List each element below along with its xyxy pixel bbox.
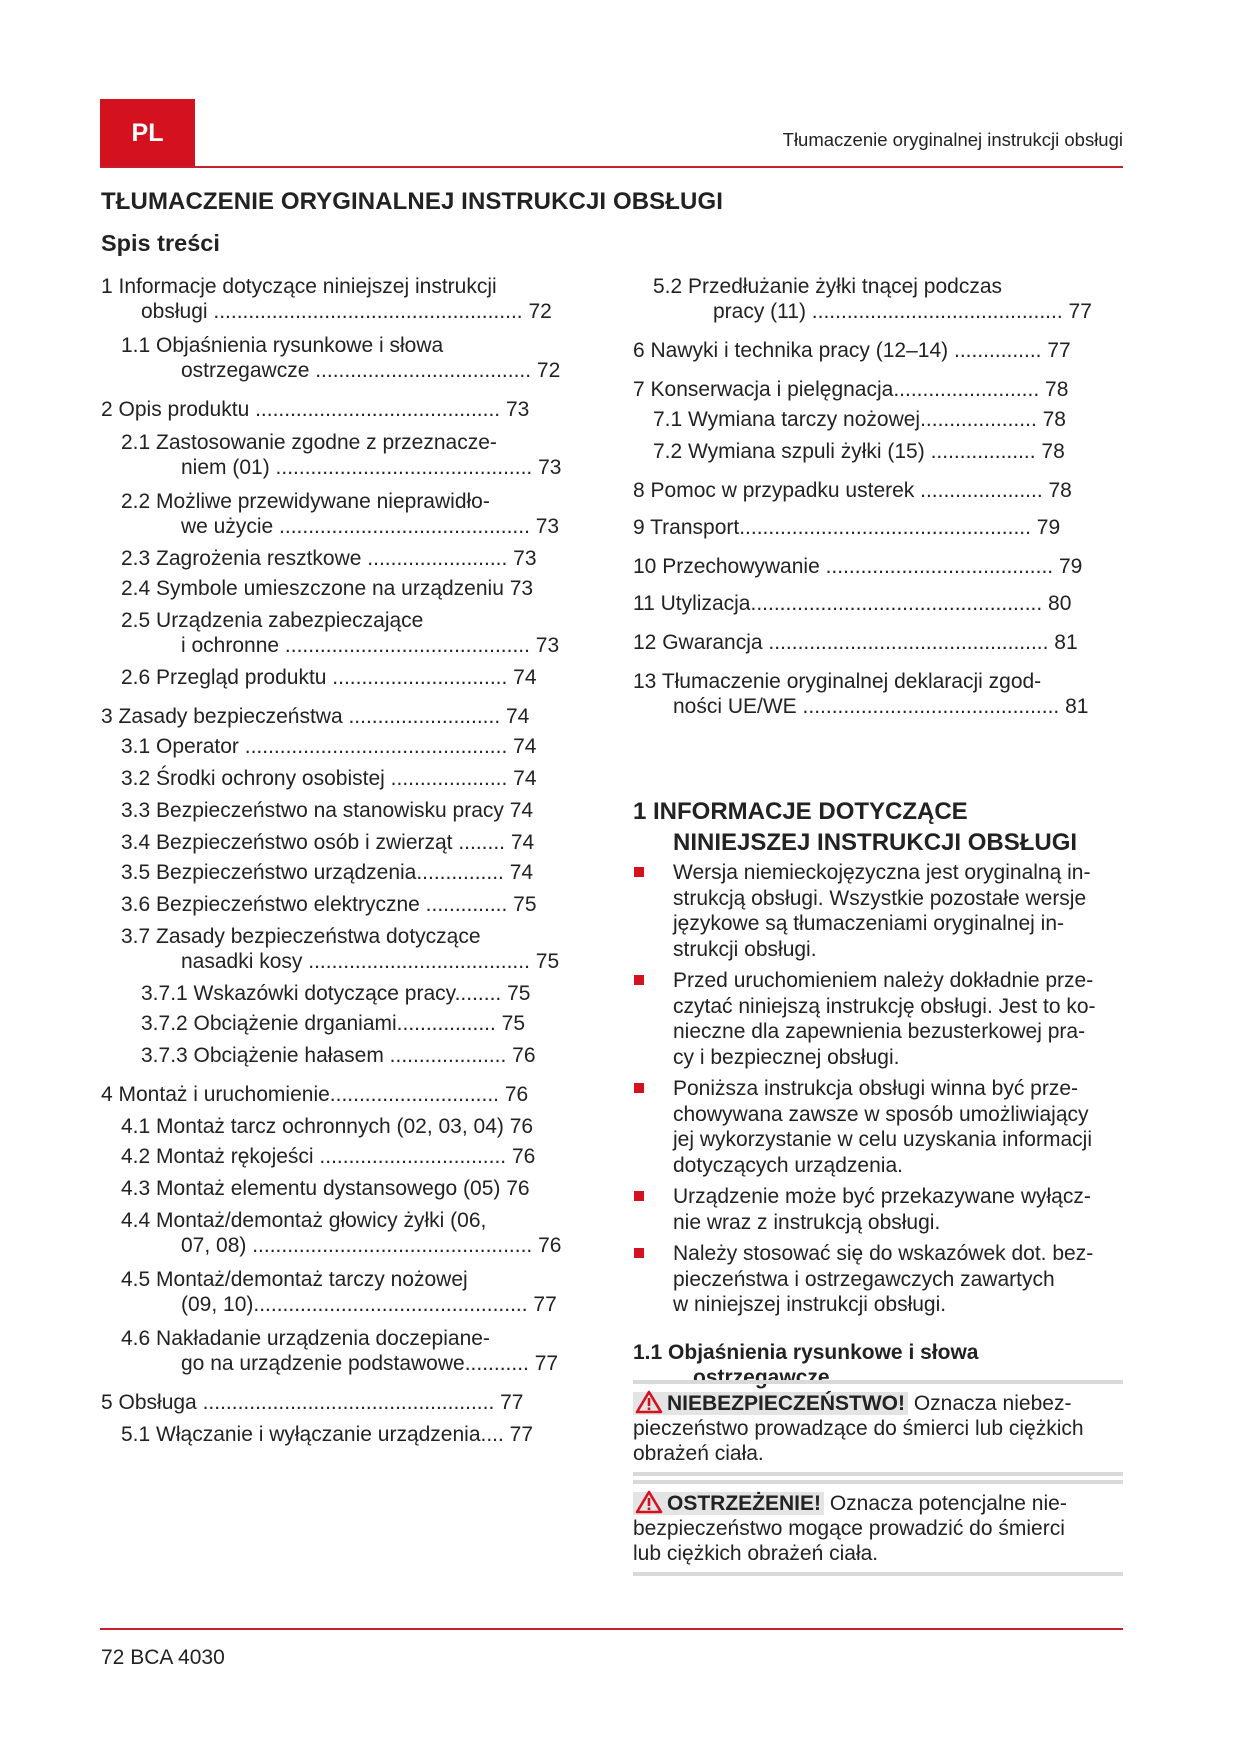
toc-entry-text: 3.6 Bezpieczeństwo elektryczne .............. 75 <box>121 893 537 916</box>
toc-entry[interactable] <box>101 489 587 539</box>
toc-entry[interactable] <box>101 1176 587 1201</box>
bullet-text-line: strukcją obsługi. Wszystkie pozostałe wersje <box>673 886 1087 910</box>
warning-triangle-icon <box>635 1390 663 1414</box>
toc-entry-text: 10 Przechowywanie ....................................... 79 <box>633 555 1083 578</box>
bullet-text-line: Poniższa instrukcja obsługi winna być prze- <box>673 1077 1079 1100</box>
toc-entry[interactable] <box>101 397 587 422</box>
bullet-text-line: strukcji obsługi. <box>673 937 817 961</box>
toc-entry[interactable] <box>101 1267 587 1317</box>
toc-entry-text: 3.7 Zasady bezpieczeństwa dotyczące <box>121 925 481 948</box>
toc-entry-text: 3.7.3 Obciążenie hałasem .................... 76 <box>141 1044 536 1067</box>
bullet-text-line: dotyczących urządzenia. <box>673 1153 903 1177</box>
bullet-item <box>633 1184 1125 1235</box>
toc-entry-text: 12 Gwarancja ................................................ 81 <box>633 631 1078 654</box>
toc-entry[interactable] <box>633 407 1123 432</box>
toc-entry-text: 4.5 Montaż/demontaż tarczy nożowej <box>121 1268 468 1291</box>
toc-entry[interactable] <box>101 430 587 480</box>
toc-entry-continuation: pracy (11) ........................................... 77 <box>713 300 1092 323</box>
toc-entry-text: 2.6 Przegląd produktu .............................. 74 <box>121 666 537 689</box>
toc-entry[interactable] <box>101 576 587 601</box>
warning-text-line1: Oznacza potencjalne nie- <box>824 1492 1067 1515</box>
bullet-text-line: cy i bezpiecznej obsługi. <box>673 1045 900 1069</box>
toc-entry-text: 3.4 Bezpieczeństwo osób i zwierząt ........ 74 <box>121 831 535 854</box>
toc-entry[interactable] <box>101 608 587 658</box>
toc-entry-text: 3.2 Środki ochrony osobistej .................... 74 <box>121 767 537 790</box>
toc-entry-text: 3 Zasady bezpieczeństwa .......................... 74 <box>101 705 530 728</box>
toc-entry-text: 13 Tłumaczenie oryginalnej deklaracji zgod- <box>633 670 1042 693</box>
toc-entry-text: 2.2 Możliwe przewidywane nieprawidło- <box>121 490 490 513</box>
toc-entry[interactable] <box>101 924 587 974</box>
toc-entry[interactable] <box>633 630 1123 655</box>
section-1-1-heading-line2: ostrzegawcze <box>693 1366 830 1389</box>
section-1-heading-line2: NINIEJSZEJ INSTRUKCJI OBSŁUGI <box>673 829 1078 856</box>
toc-entry-text: 3.3 Bezpieczeństwo na stanowisku pracy 74 <box>121 799 534 822</box>
toc-entry[interactable] <box>101 1422 587 1447</box>
bullet-item <box>633 968 1125 1070</box>
running-header: Tłumaczenie oryginalnej instrukcji obsługi <box>782 129 1123 150</box>
toc-entry[interactable] <box>101 1082 587 1107</box>
bullet-text-line: Wersja niemieckojęzyczna jest oryginalną in- <box>673 861 1091 884</box>
toc-entry[interactable] <box>101 704 587 729</box>
bullet-text-line: Należy stosować się do wskazówek dot. bez- <box>673 1242 1094 1265</box>
document-title: TŁUMACZENIE ORYGINALNEJ INSTRUKCJI OBSŁUGI <box>101 188 724 215</box>
toc-entry[interactable] <box>633 669 1123 719</box>
bullet-text-line: nie wraz z instrukcją obsługi. <box>673 1210 941 1234</box>
toc-entry[interactable] <box>101 1326 587 1376</box>
warning-box <box>633 1480 1123 1576</box>
toc-entry-text: 11 Utylizacja.................................................. 80 <box>633 592 1072 615</box>
bullet-square-icon <box>634 1191 644 1201</box>
toc-entry-text: 2.5 Urządzenia zabezpieczające <box>121 609 424 632</box>
section-1-1-heading-line1: 1.1 Objaśnienia rysunkowe i słowa <box>633 1341 979 1364</box>
danger-text-line1: Oznacza niebez- <box>908 1392 1072 1415</box>
toc-entry[interactable] <box>633 439 1123 464</box>
toc-entry-continuation: 07, 08) ................................................ 76 <box>181 1234 562 1257</box>
toc-entry-text: 6 Nawyki i technika pracy (12–14) ............... 77 <box>633 339 1071 362</box>
toc-entry-text: 3.7.1 Wskazówki dotyczące pracy........ 75 <box>141 982 531 1005</box>
toc-entry-text: 2 Opis produktu .......................................... 73 <box>101 398 530 421</box>
danger-label: NIEBEZPIECZEŃSTWO! <box>667 1392 906 1415</box>
toc-entry[interactable] <box>101 860 587 885</box>
warning-label: OSTRZEŻENIE! <box>667 1492 822 1515</box>
bullet-text-line: chowywana zawsze w sposób umożliwiający <box>673 1102 1089 1126</box>
bullet-item <box>633 1076 1125 1178</box>
toc-entry[interactable] <box>633 478 1123 503</box>
bullet-square-icon <box>634 867 644 877</box>
toc-entry[interactable] <box>101 798 587 823</box>
toc-entry[interactable] <box>101 830 587 855</box>
toc-entry-text: 7.2 Wymiana szpuli żyłki (15) .................. 78 <box>653 440 1065 463</box>
bullet-square-icon <box>634 1083 644 1093</box>
toc-left-column <box>101 274 587 1447</box>
toc-entry-continuation: (09, 10)............................................... 77 <box>181 1293 557 1316</box>
toc-entry[interactable] <box>101 1390 587 1415</box>
section-1-heading <box>633 796 1123 858</box>
toc-entry-text: 8 Pomoc w przypadku usterek ..................... 78 <box>633 479 1072 502</box>
page-footer: 72 BCA 4030 <box>101 1646 225 1669</box>
bullet-text-line: w niniejszej instrukcji obsługi. <box>673 1293 947 1316</box>
toc-entry[interactable] <box>101 274 587 324</box>
toc-entry-text: 5.1 Włączanie i wyłączanie urządzenia.... 77 <box>121 1423 534 1446</box>
bullet-text-line: Urządzenie może być przekazywane wyłącz- <box>673 1185 1091 1208</box>
toc-entry-text: 2.1 Zastosowanie zgodne z przeznacze- <box>121 431 497 454</box>
toc-entry-continuation: obsługi ..................................................... 72 <box>141 300 552 323</box>
bullet-item <box>633 1241 1125 1318</box>
toc-entry-continuation: we użycie ........................................... 73 <box>181 515 560 538</box>
toc-entry-continuation: nasadki kosy ...................................... 75 <box>181 950 560 973</box>
danger-label-highlight <box>633 1392 908 1415</box>
danger-box <box>633 1380 1123 1476</box>
section-1-heading-line1: 1 INFORMACJE DOTYCZĄCE <box>633 798 968 825</box>
toc-entry[interactable] <box>633 591 1123 616</box>
bullet-item <box>633 860 1125 962</box>
toc-entry[interactable] <box>101 892 587 917</box>
language-tab: PL <box>100 99 195 168</box>
warning-triangle-icon <box>635 1490 663 1514</box>
bullet-text-line: czytać niniejszą instrukcję obsługi. Jest to ko- <box>673 994 1096 1018</box>
toc-entry[interactable] <box>101 1043 587 1068</box>
toc-entry-text: 3.5 Bezpieczeństwo urządzenia............... 74 <box>121 861 534 884</box>
toc-entry[interactable] <box>633 377 1123 402</box>
toc-entry-text: 5 Obsługa .................................................. 77 <box>101 1391 524 1414</box>
toc-entry[interactable] <box>633 274 1123 324</box>
bullet-text-line: językowe są tłumaczeniami oryginalnej in- <box>673 912 1065 935</box>
header-rule <box>100 166 1123 168</box>
toc-entry[interactable] <box>101 1208 587 1258</box>
toc-entry-continuation: ostrzegawcze ..................................... 72 <box>181 359 561 382</box>
toc-title: Spis treści <box>101 230 220 256</box>
toc-entry-continuation: i ochronne .......................................... 73 <box>181 634 560 657</box>
toc-entry-text: 4.1 Montaż tarcz ochronnych (02, 03, 04) 76 <box>121 1115 534 1138</box>
toc-entry-continuation: go na urządzenie podstawowe........... 77 <box>181 1352 559 1375</box>
toc-entry-text: 4.3 Montaż elementu dystansowego (05) 76 <box>121 1177 530 1200</box>
bullet-text-line: pieczeństwa i ostrzegawczych zawartych <box>673 1267 1055 1291</box>
bullet-text-line: Przed uruchomieniem należy dokładnie prze- <box>673 969 1094 992</box>
toc-entry[interactable] <box>101 1114 587 1139</box>
toc-right-column <box>633 274 1123 719</box>
toc-entry-text: 4.4 Montaż/demontaż głowicy żyłki (06, <box>121 1209 487 1232</box>
bullet-text-line: jej wykorzystanie w celu uzyskania informacji <box>673 1128 1092 1151</box>
toc-entry-text: 1 Informacje dotyczące niniejszej instrukcji <box>101 275 497 298</box>
toc-entry-text: 4.6 Nakładanie urządzenia doczepiane- <box>121 1327 490 1350</box>
toc-entry[interactable] <box>101 766 587 791</box>
toc-entry-text: 1.1 Objaśnienia rysunkowe i słowa <box>121 334 444 357</box>
toc-entry-text: 9 Transport.................................................. 79 <box>633 516 1061 539</box>
toc-entry-text: 2.4 Symbole umieszczone na urządzeniu 73 <box>121 577 534 600</box>
toc-entry-text: 4.2 Montaż rękojeści ................................ 76 <box>121 1145 536 1168</box>
toc-entry-text: 3.1 Operator ............................................. 74 <box>121 735 537 758</box>
toc-entry[interactable] <box>101 333 587 383</box>
toc-entry[interactable] <box>101 981 587 1006</box>
warning-text-line2: bezpieczeństwo mogące prowadzić do śmierci <box>633 1517 1065 1540</box>
bullet-square-icon <box>634 1248 644 1258</box>
toc-entry[interactable] <box>101 1144 587 1169</box>
toc-entry[interactable] <box>101 734 587 759</box>
warning-text-line3: lub ciężkich obrażeń ciała. <box>633 1542 879 1565</box>
section-1-bullet-list <box>633 860 1125 1324</box>
toc-entry-text: 7 Konserwacja i pielęgnacja......................... 78 <box>633 378 1069 401</box>
bullet-square-icon <box>634 975 644 985</box>
danger-text-line2: pieczeństwo prowadzące do śmierci lub ciężkich <box>633 1417 1084 1440</box>
toc-entry[interactable] <box>633 554 1123 579</box>
toc-entry-continuation: ności UE/WE ............................................ 81 <box>673 695 1089 718</box>
toc-entry[interactable] <box>101 546 587 571</box>
footer-rule <box>100 1628 1123 1630</box>
toc-entry[interactable] <box>633 515 1123 540</box>
toc-entry[interactable] <box>101 665 587 690</box>
bullet-text-line: nieczne dla zapewnienia bezusterkowej pra- <box>673 1020 1086 1043</box>
toc-entry[interactable] <box>101 1011 587 1036</box>
danger-text-line3: obrażeń ciała. <box>633 1442 764 1465</box>
warning-label-highlight <box>633 1492 824 1515</box>
toc-entry-text: 4 Montaż i uruchomienie............................. 76 <box>101 1083 529 1106</box>
toc-entry[interactable] <box>633 338 1123 363</box>
toc-entry-text: 7.1 Wymiana tarczy nożowej.................... 78 <box>653 408 1066 431</box>
toc-entry-text: 2.3 Zagrożenia resztkowe ........................ 73 <box>121 547 537 570</box>
toc-entry-continuation: niem (01) ............................................ 73 <box>181 456 562 479</box>
toc-entry-text: 3.7.2 Obciążenie drganiami................. 75 <box>141 1012 526 1035</box>
toc-entry-text: 5.2 Przedłużanie żyłki tnącej podczas <box>653 275 1003 298</box>
